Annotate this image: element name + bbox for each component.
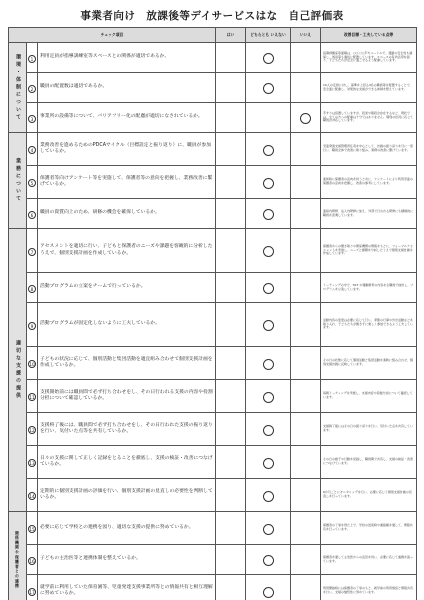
improvement-note: 6か月ごとにモニタリングを行い、必要に応じて個別支援計画の見直しを行っています。 (321, 479, 417, 512)
answer-no-cell[interactable] (291, 446, 321, 479)
selected-answer-circle-icon (263, 320, 274, 331)
header-item: チェック項目 (9, 28, 216, 43)
selected-answer-circle-icon (263, 392, 274, 403)
row-number: 11 (29, 395, 35, 400)
selected-answer-circle-icon (263, 178, 274, 189)
answer-no-cell[interactable] (291, 413, 321, 446)
improvement-note: 保護者の了承を得た上で、学校の送迎時や連絡帳を通して、情報共有を行っています。 (321, 512, 417, 545)
improvement-note: 10人の定員に対し、基準を上回る4名の職員等を配置することで、安全面に配慮し、効果的な支援ができる体制を整えています。 (321, 73, 417, 103)
page-title: 事業者向け 放課後等デイサービスはな 自己評価表 (80, 10, 344, 22)
selected-answer-circle-icon (263, 145, 274, 156)
row-number-cell (27, 303, 38, 347)
improvement-note: 面接内研修、法人内研修に加え、外部で行われる研修にも積極的に職員を派遣しています。 (321, 199, 417, 229)
answer-yes-cell[interactable] (216, 446, 246, 479)
check-item-text: 職員の資質向上のため、研修の機会を確保しているか。 (38, 199, 216, 229)
selected-answer-circle-icon (300, 113, 311, 124)
category-label: 適切な支援の提供 (9, 229, 27, 512)
row-number-cell (27, 73, 38, 103)
selected-answer-circle-icon (263, 83, 274, 94)
table-row (9, 103, 417, 133)
answer-no-cell[interactable] (291, 103, 321, 133)
answer-no-cell[interactable] (291, 229, 321, 273)
answer-yes-cell[interactable] (216, 73, 246, 103)
answer-yes-cell[interactable] (216, 479, 246, 512)
answer-yes-cell[interactable] (216, 43, 246, 73)
row-number-cell (27, 347, 38, 380)
answer-neutral-cell[interactable] (246, 446, 291, 479)
answer-no-cell[interactable] (291, 479, 321, 512)
row-number: 12 (29, 428, 35, 433)
row-number-cell (27, 133, 38, 166)
answer-neutral-cell[interactable] (246, 73, 291, 103)
check-item-text: 必要に応じて学校との連携を図り、適切な支援の提供に努めているか。 (38, 512, 216, 545)
improvement-note: 保護者を通して主治医からの意見を伺い、必要に応じて連携を図っています。 (321, 545, 417, 575)
table-row (9, 347, 417, 380)
header-yes: はい (216, 28, 246, 43)
row-number: 2 (28, 85, 36, 93)
header-no: いいえ (291, 28, 321, 43)
row-number-cell (27, 545, 38, 575)
check-item-text: 支援開始前には職員間で必ず打ち合わせをし、その日行われる支援の内容や役割分担について確認しているか。 (38, 380, 216, 413)
selected-answer-circle-icon (263, 555, 274, 566)
row-number: 14 (29, 494, 35, 499)
selected-answer-circle-icon (263, 524, 274, 535)
improvement-note: 面談時に保護者の意向を伺うと共に、アンケートにより利用児童の保護者の意向を把握し、改善の参考にしています。 (321, 166, 417, 199)
answer-no-cell[interactable] (291, 347, 321, 380)
row-number: 13 (29, 461, 35, 466)
answer-no-cell[interactable] (291, 380, 321, 413)
row-number-cell (27, 229, 38, 273)
answer-neutral-cell[interactable] (246, 103, 291, 133)
row-number: 15 (29, 527, 35, 532)
header-note: 改善目標・工夫している点等 (321, 28, 417, 43)
table-row (9, 273, 417, 303)
answer-yes-cell[interactable] (216, 512, 246, 545)
answer-neutral-cell[interactable] (246, 479, 291, 512)
answer-no-cell[interactable] (291, 575, 321, 600)
improvement-note: その日の様子や行動を記録し、職員間で共有し、支援の検証・改善につなげています。 (321, 446, 417, 479)
answer-neutral-cell[interactable] (246, 199, 291, 229)
selected-answer-circle-icon (263, 283, 274, 294)
row-number-cell (27, 103, 38, 133)
row-number: 6 (28, 211, 36, 219)
row-number-cell (27, 479, 38, 512)
table-row (9, 380, 417, 413)
category-label: 環境・体制について (9, 43, 27, 133)
selected-answer-circle-icon (263, 587, 274, 598)
row-number-cell (27, 413, 38, 446)
category-label: 業務について (9, 133, 27, 229)
row-number-cell (27, 273, 38, 303)
answer-yes-cell[interactable] (216, 575, 246, 600)
row-number-cell (27, 512, 38, 545)
improvement-note: 指導訓練室等面積は、○○.○○平方メートルで、通路の安全性も確保し、遊具等も適切に配置しています。スペースの有効活用を図り、子どもたちが安全に過ごせるよう配慮しています。 (321, 43, 417, 73)
category-label: 関係機関や保護者との連携 (9, 512, 27, 600)
table-row (9, 575, 417, 600)
selected-answer-circle-icon (263, 458, 274, 469)
improvement-note: その日の状態に応じて個別活動と集団活動を柔軟に組み合わせ、個別支援計画に反映しています。 (321, 347, 417, 380)
table-row (9, 479, 417, 512)
table-row (9, 303, 417, 347)
answer-yes-cell[interactable] (216, 347, 246, 380)
row-number-cell (27, 43, 38, 73)
check-item-text: 事業所の設備等について、バリアフリー化の配慮が適切になされているか。 (38, 103, 216, 133)
check-item-text: 保護者等向けアンケート等を実施して、保護者等の意向を把握し、業務改善に繋げているか。 (38, 166, 216, 199)
answer-yes-cell[interactable] (216, 133, 246, 166)
check-item-text: 活動プログラムの立案をチームで行っているか。 (38, 273, 216, 303)
table-row (9, 446, 417, 479)
check-item-text: 活動プログラムが固定化しないように工夫しているか。 (38, 303, 216, 347)
table-row (9, 545, 417, 575)
self-evaluation-sheet (8, 27, 416, 596)
answer-yes-cell[interactable] (216, 166, 246, 199)
row-number-cell (27, 380, 38, 413)
check-item-text: 就学前に利用していた保育園等、児童発達支援事業所等との情報共有と相互理解に努めているか。 (38, 575, 216, 600)
check-item-text: 職員の配置数は適切であるか。 (38, 73, 216, 103)
row-number: 8 (28, 285, 36, 293)
answer-no-cell[interactable] (291, 43, 321, 73)
answer-neutral-cell[interactable] (246, 380, 291, 413)
row-number-cell (27, 575, 38, 600)
answer-no-cell[interactable] (291, 273, 321, 303)
answer-neutral-cell[interactable] (246, 413, 291, 446)
selected-answer-circle-icon (263, 491, 274, 502)
row-number-cell (27, 446, 38, 479)
answer-yes-cell[interactable] (216, 380, 246, 413)
improvement-note: ミーティングの中で、SST や運動療育の内容を全職員で検討し、プログラムを立案しています。 (321, 273, 417, 303)
table-row (9, 199, 417, 229)
answer-no-cell[interactable] (291, 73, 321, 103)
answer-neutral-cell[interactable] (246, 347, 291, 380)
selected-answer-circle-icon (263, 246, 274, 257)
row-number: 16 (29, 558, 35, 564)
row-number: 1 (28, 55, 36, 63)
answer-yes-cell[interactable] (216, 273, 246, 303)
improvement-note: 毎朝ミーティングを実施し、支援内容や役割分担について確認しています。 (321, 380, 417, 413)
answer-no-cell[interactable] (291, 133, 321, 166)
check-item-text: 利用定員が指導訓練室等スペースとの関係が適切であるか。 (38, 43, 216, 73)
answer-neutral-cell[interactable] (246, 229, 291, 273)
answer-neutral-cell[interactable] (246, 545, 291, 575)
selected-answer-circle-icon (263, 53, 274, 64)
answer-no-cell[interactable] (291, 199, 321, 229)
check-item-text: 支援終了後には、職員間で必ず打ち合わせをし、その日行われた支援の振り返りを行い、気付いた点等を共有しているか。 (38, 413, 216, 446)
answer-neutral-cell[interactable] (246, 575, 291, 600)
improvement-note: 手すりは設置していますが、段差や階段が存在するなど、現状では、全ての方への配慮は十分ではありません。個別の状況に応じて職員が対応しています。 (321, 103, 417, 133)
table-row (9, 133, 417, 166)
answer-yes-cell[interactable] (216, 229, 246, 273)
table-row (9, 73, 417, 103)
answer-neutral-cell[interactable] (246, 512, 291, 545)
answer-yes-cell[interactable] (216, 303, 246, 347)
table-row (9, 166, 417, 199)
table-row (9, 512, 417, 545)
answer-neutral-cell[interactable] (246, 166, 291, 199)
table-row (9, 43, 417, 73)
header-row (9, 28, 417, 43)
table-row (9, 229, 417, 273)
improvement-note: 活動内容の変更は必要に応じて行い、季節の行事や外出活動などを取り入れ、子どもたちが飽きずに楽しく参加できるよう工夫しています。 (321, 303, 417, 347)
answer-neutral-cell[interactable] (246, 133, 291, 166)
improvement-note: 児童発達支援管理責任者を中心として、計画の振り返りを月に一度行い、職員全体で改善に取り組み、業務の改善に繋げています。 (321, 133, 417, 166)
answer-neutral-cell[interactable] (246, 273, 291, 303)
answer-no-cell[interactable] (291, 166, 321, 199)
evaluation-table (8, 27, 417, 600)
check-item-text: 子どもの状況に応じて、個別活動と集団活動を適宜組み合わせて個別支援計画を作成しているか。 (38, 347, 216, 380)
row-number-cell (27, 166, 38, 199)
check-item-text: 定期的に個別支援計画の評価を行い、個別支援計画の見直しの必要性を判断しているか。 (38, 479, 216, 512)
header-neutral: どちらとも いえない (246, 28, 291, 43)
answer-no-cell[interactable] (291, 545, 321, 575)
improvement-note: 利用開始時には保護者の了承のもと、就学前の利用施設と情報共有を行い、支援の継続性に努めています。 (321, 575, 417, 600)
answer-no-cell[interactable] (291, 512, 321, 545)
table-row (9, 413, 417, 446)
selected-answer-circle-icon (263, 209, 274, 220)
answer-neutral-cell[interactable] (246, 43, 291, 73)
row-number: 4 (28, 146, 36, 154)
improvement-note: 保護者からの聞き取りや関係機関の情報をもとに、フォーマルアセスメントを実施し、ニーズと課題を分析したうえで個別支援計画を作成しています。 (321, 229, 417, 273)
row-number: 17 (29, 590, 35, 595)
row-number: 10 (29, 362, 35, 367)
row-number: 7 (28, 248, 36, 256)
row-number: 9 (28, 322, 36, 330)
check-item-text: アセスメントを適切に行い、子どもと保護者のニーズや課題を客観的に分析したうえで、個別支援計画を作成しているか。 (38, 229, 216, 273)
answer-neutral-cell[interactable] (246, 303, 291, 347)
row-number-cell (27, 199, 38, 229)
check-item-text: 業務改善を進めるためのPDCAサイクル（目標設定と振り返り）に、職員が参加しているか。 (38, 133, 216, 166)
check-item-text: 日々の支援に関して正しく記録をとることを徹底し、支援の検証・改善につなげているか。 (38, 446, 216, 479)
answer-yes-cell[interactable] (216, 545, 246, 575)
check-item-text: 子どもの主治医等と連携体制を整えているか。 (38, 545, 216, 575)
answer-no-cell[interactable] (291, 303, 321, 347)
answer-yes-cell[interactable] (216, 199, 246, 229)
selected-answer-circle-icon (263, 425, 274, 436)
selected-answer-circle-icon (263, 359, 274, 370)
row-number: 3 (28, 115, 36, 123)
answer-yes-cell[interactable] (216, 103, 246, 133)
row-number: 5 (28, 179, 36, 187)
answer-yes-cell[interactable] (216, 413, 246, 446)
improvement-note: 支援終了後にはその日の振り返りを行い、気付いた点を共有しています。 (321, 413, 417, 446)
